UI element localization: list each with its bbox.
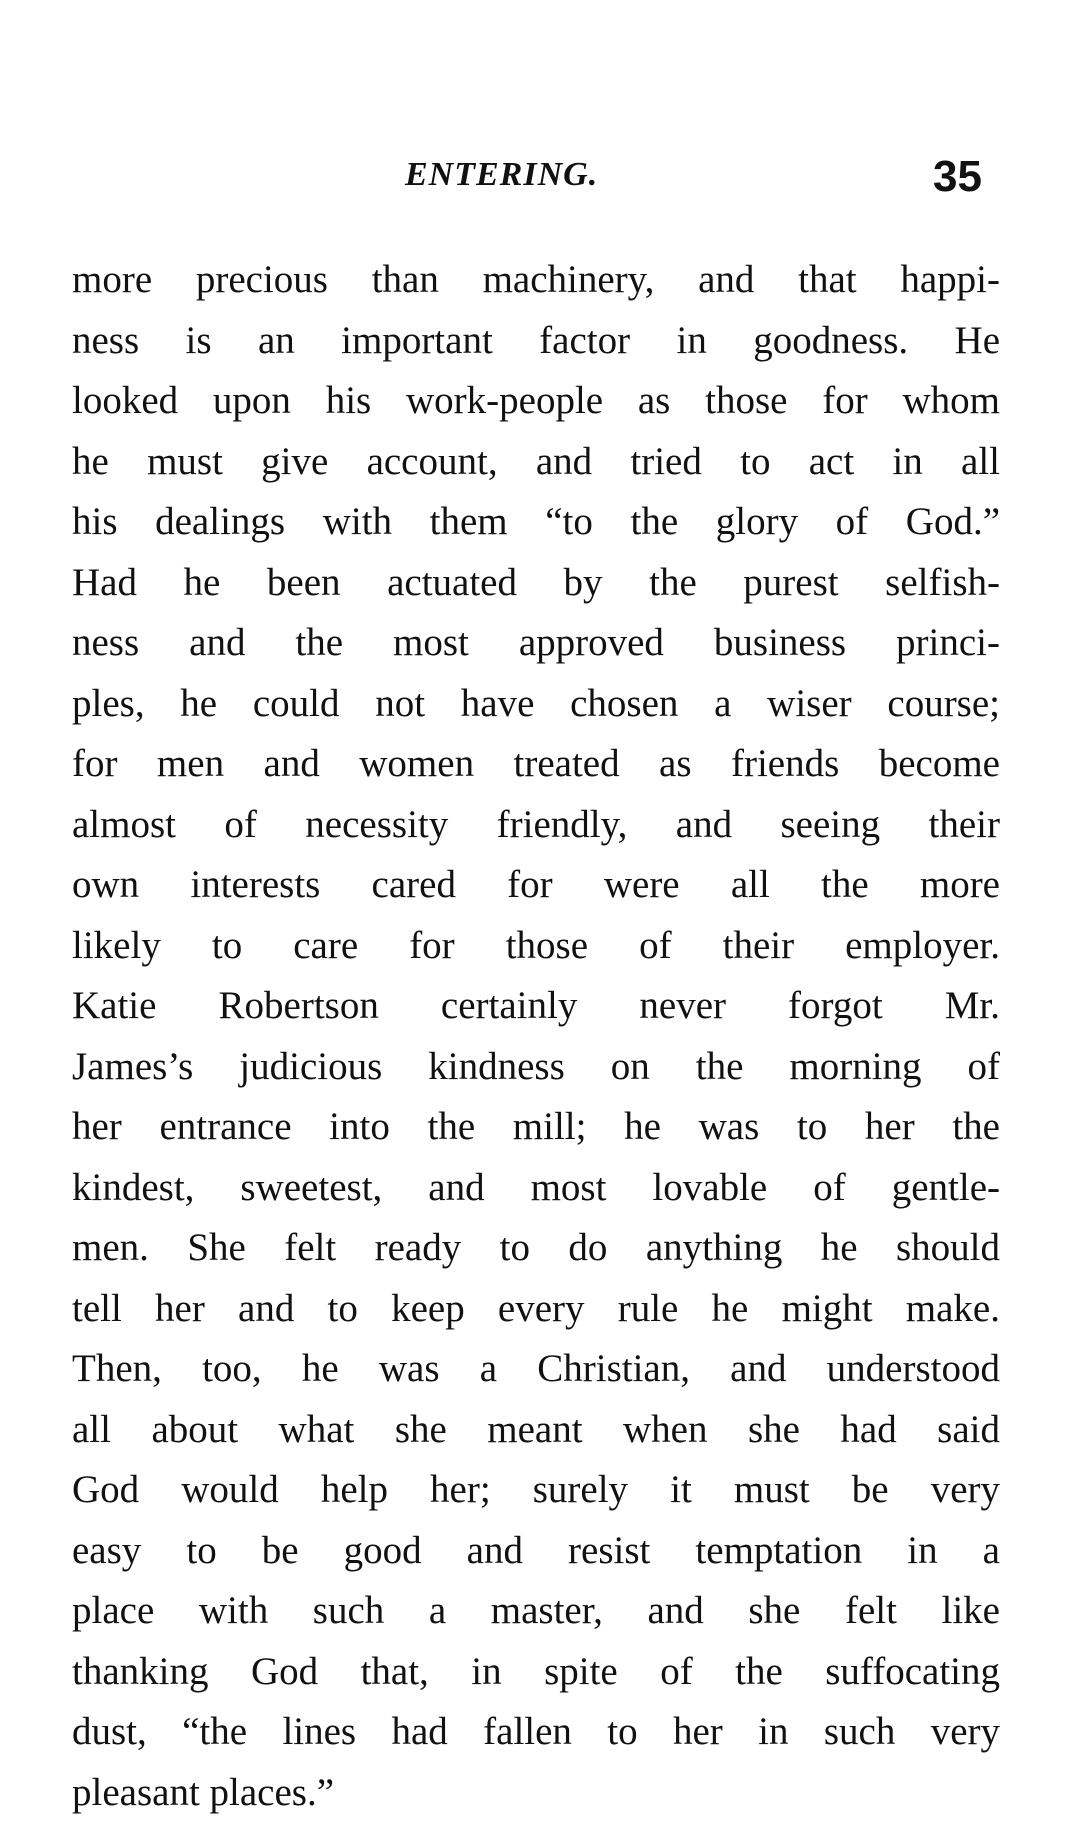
text-line: his dealings with them “to the glory of God.” (72, 500, 1000, 543)
text-line: likely to care for those of their employer. (72, 923, 1000, 967)
text-line: tell her and to keep every rule he might make. (72, 1286, 1000, 1330)
text-line: all about what she meant when she had said (72, 1407, 1000, 1451)
text-line: easy to be good and resist temptation in a (72, 1528, 1000, 1572)
text-line: James’s judicious kindness on the morning of (72, 1044, 1000, 1088)
text-line: ness and the most approved business princi- (72, 621, 1000, 664)
running-head (0, 152, 1080, 202)
text-line: God would help her; surely it must be very (72, 1468, 1000, 1511)
text-line: looked upon his work-people as those for whom (72, 379, 1000, 422)
text-line: for men and women treated as friends become (72, 742, 1000, 785)
text-line: he must give account, and tried to act in all (72, 439, 1000, 483)
text-line: thanking God that, in spite of the suffocating (72, 1649, 1000, 1693)
text-line: Had he been actuated by the purest selfish- (72, 560, 1000, 604)
text-line: Then, too, he was a Christian, and understood (72, 1347, 1000, 1390)
text-line: own interests cared for were all the more (72, 863, 1000, 906)
text-line: almost of necessity friendly, and seeing their (72, 802, 1000, 846)
text-line: place with such a master, and she felt like (72, 1589, 1000, 1632)
text-line: more precious than machinery, and that happi- (72, 258, 1000, 301)
text-line: men. She felt ready to do anything he should (72, 1226, 1000, 1269)
text-line: ples, he could not have chosen a wiser course; (72, 681, 1000, 725)
text-line: pleasant places.” (72, 1770, 335, 1814)
text-line: kindest, sweetest, and most lovable of gentle- (72, 1165, 1000, 1209)
page-number: 35 (933, 152, 982, 201)
text-line: dust, “the lines had fallen to her in such very (72, 1710, 1000, 1753)
chapter-title: ENTERING. (405, 156, 599, 193)
text-line: Katie Robertson certainly never forgot Mr. (72, 984, 1000, 1027)
text-line: ness is an important factor in goodness. He (72, 318, 1000, 362)
text-line: her entrance into the mill; he was to her the (72, 1105, 1000, 1148)
body-text (72, 250, 1000, 1823)
